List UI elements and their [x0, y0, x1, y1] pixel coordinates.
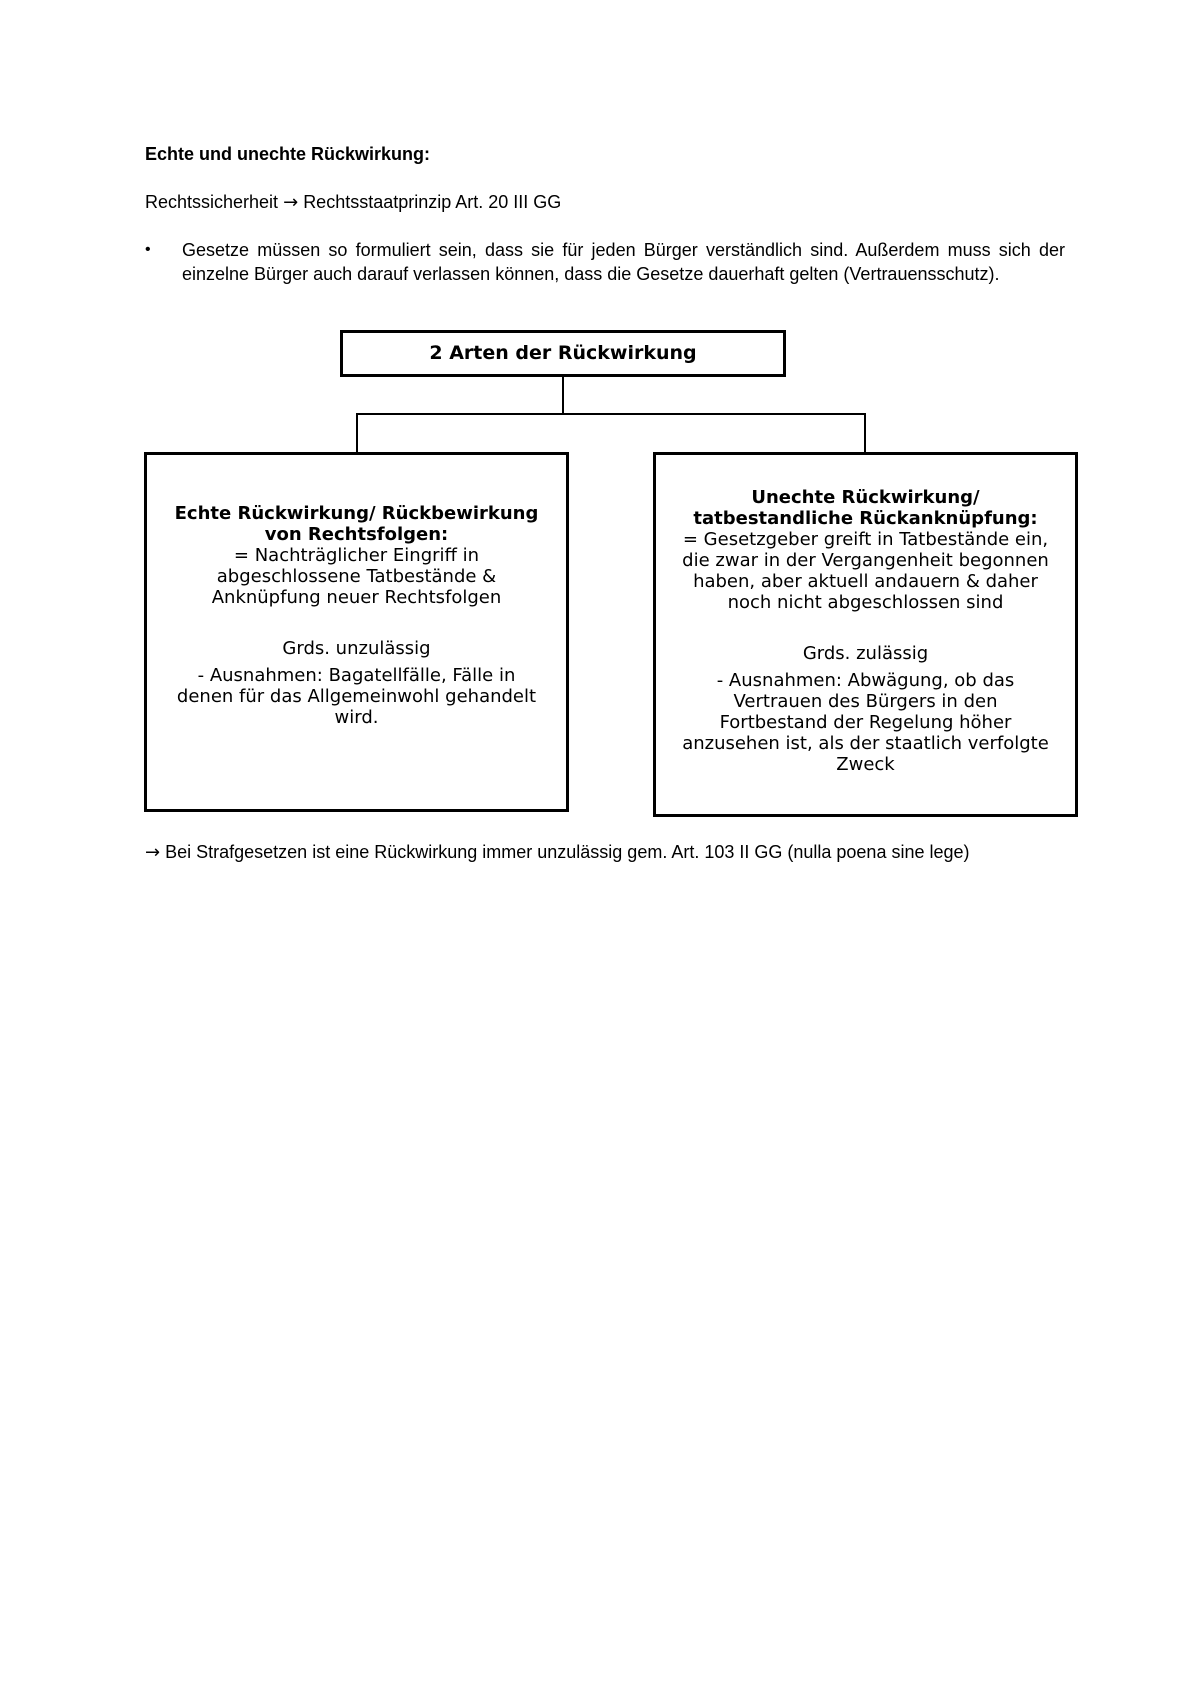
bullet-text: Gesetze müssen so formuliert sein, dass sie für jeden Bürger verständlich sind. Außerdem muss sich der einzelne Bürger auch darauf verlassen können, dass die Gesetze dauerhaft gelten (Vertrauensschutz). — [182, 240, 1065, 284]
echte-rueckwirkung-box — [144, 452, 569, 812]
left-box-title: Echte Rückwirkung/ Rückbewirkung von Rechtsfolgen: — [174, 503, 539, 545]
connector-vertical-right — [864, 413, 866, 453]
connector-horizontal — [356, 413, 866, 415]
rechtssicherheit-line — [145, 192, 561, 213]
arrow-right-icon: → — [145, 842, 161, 863]
arrow-right-icon: → — [283, 192, 299, 213]
left-box-definition: = Nachträglicher Eingriff in abgeschlossene Tatbestände & Anknüpfung neuer Rechtsfolgen — [211, 545, 502, 608]
line2-left: Rechtssicherheit — [145, 192, 279, 212]
right-box-grundsatz: Grds. zulässig — [802, 643, 929, 664]
right-box-exceptions: - Ausnahmen: Abwägung, ob das Vertrauen des Bürgers in den Fortbestand der Regelung höher anzusehen ist, als der staatlich verfolgte Zweck — [682, 670, 1049, 775]
final-text: Bei Strafgesetzen ist eine Rückwirkung immer unzulässig gem. Art. 103 II GG (nulla poena sine lege) — [165, 842, 970, 862]
bullet-item — [145, 238, 1065, 286]
heading: Echte und unechte Rückwirkung: — [145, 144, 431, 164]
left-box-exceptions: - Ausnahmen: Bagatellfälle, Fälle in denen für das Allgemeinwohl gehandelt wird. — [176, 665, 537, 728]
right-box-definition: = Gesetzgeber greift in Tatbestände ein, die zwar in der Vergangenheit begonnen haben, aber aktuell andauern & daher noch nicht abgeschlossen sind — [682, 529, 1049, 613]
right-box-title: Unechte Rückwirkung/ tatbestandliche Rückanknüpfung: — [693, 487, 1038, 529]
diagram-root-box: 2 Arten der Rückwirkung — [340, 330, 786, 377]
left-box-grundsatz: Grds. unzulässig — [282, 638, 431, 659]
strafgesetze-note — [145, 840, 1065, 865]
line2-right: Rechtsstaatprinzip Art. 20 III GG — [303, 192, 562, 212]
connector-vertical-left — [356, 413, 358, 453]
connector-vertical-root — [562, 377, 564, 414]
unechte-rueckwirkung-box — [653, 452, 1078, 817]
bullet-icon: • — [145, 241, 151, 258]
